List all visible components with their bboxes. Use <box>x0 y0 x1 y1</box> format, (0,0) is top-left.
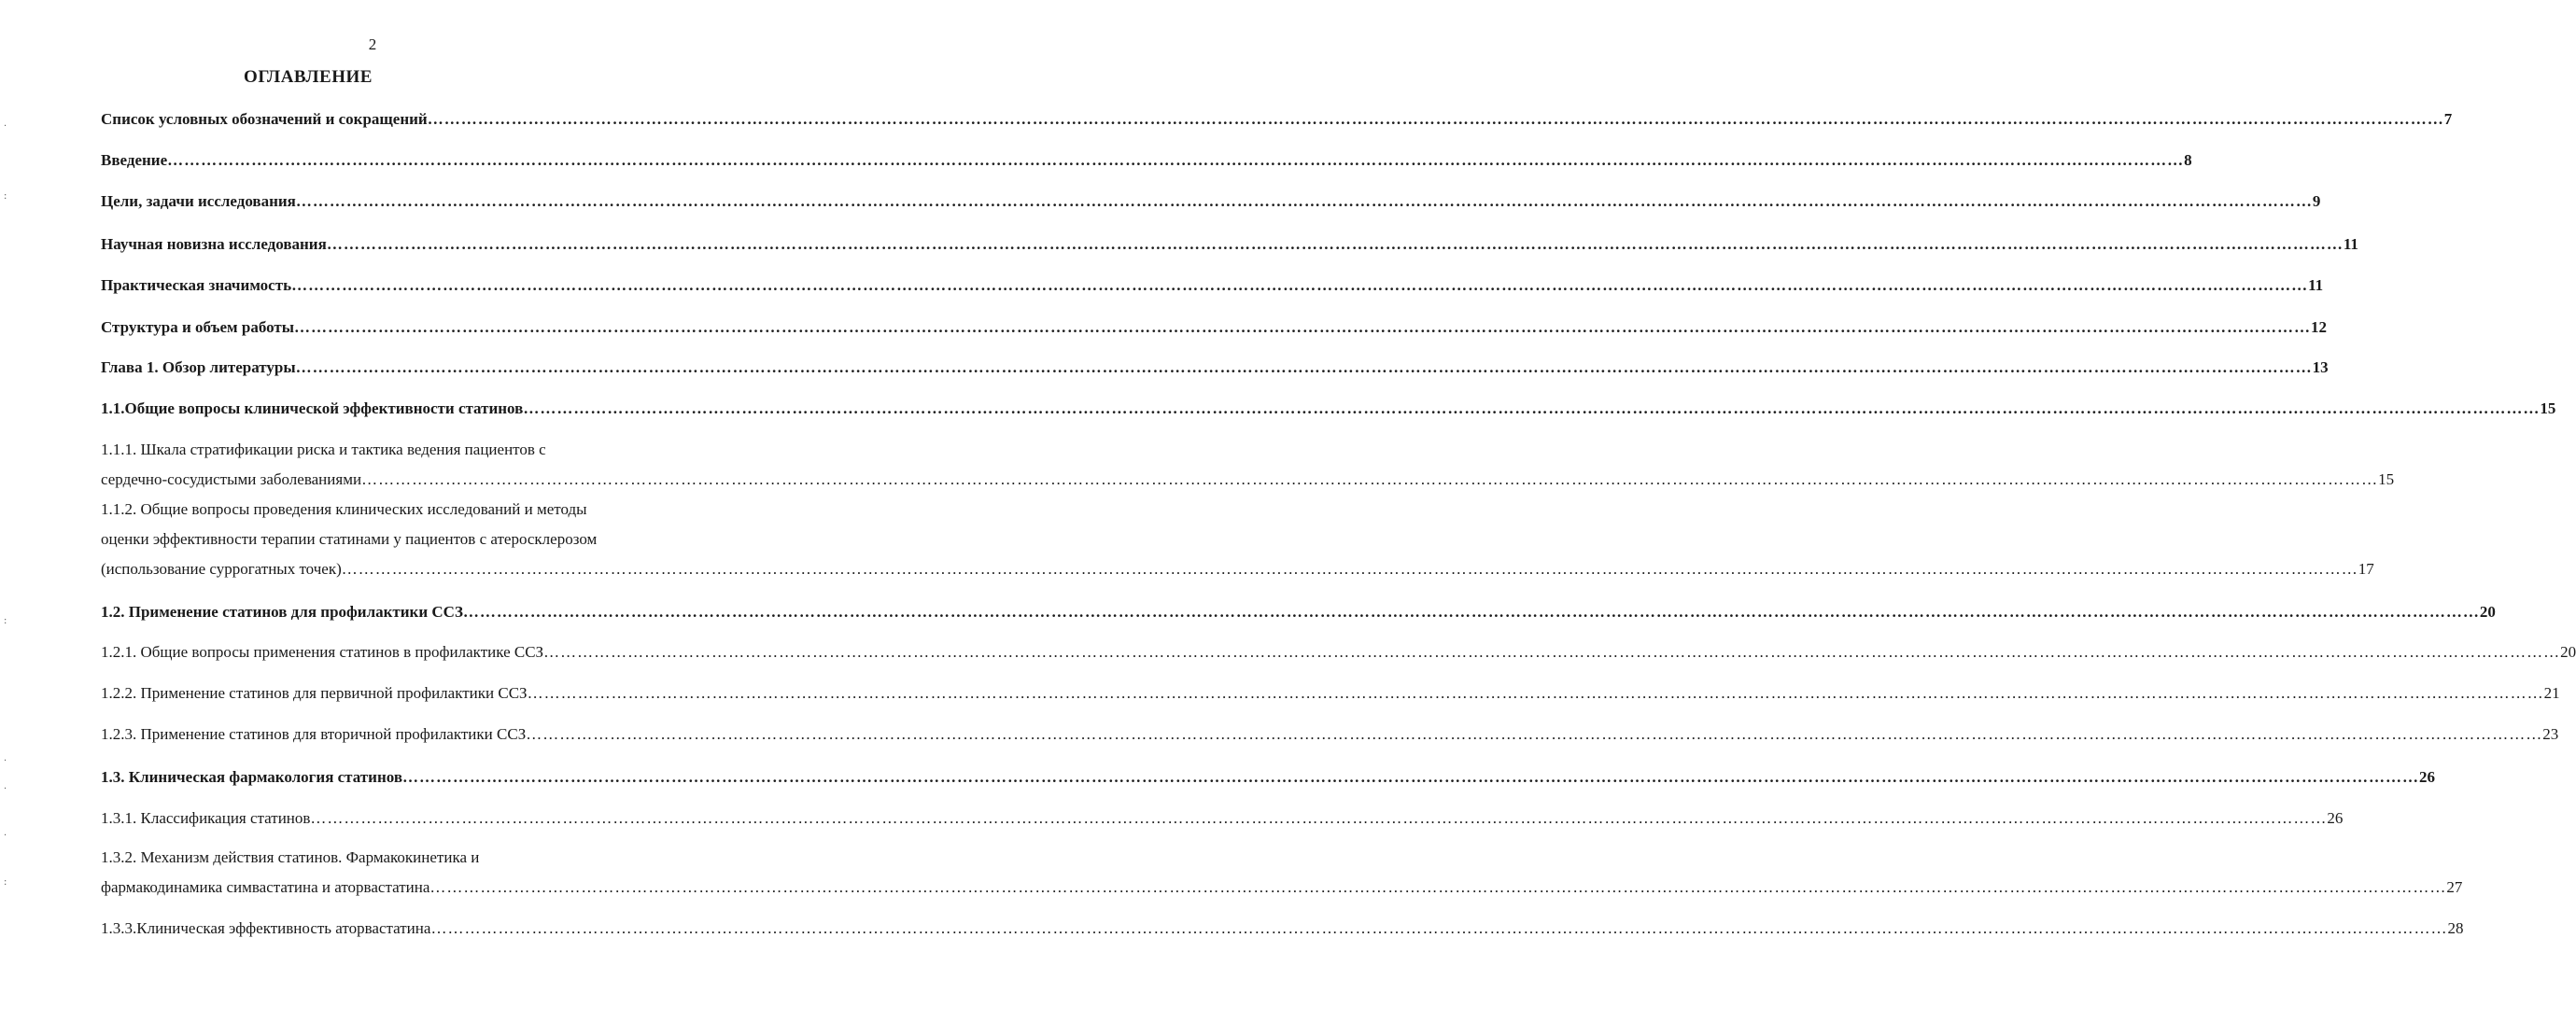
toc-page-number: 13 <box>2312 358 2329 376</box>
toc-entry[interactable] <box>101 151 2192 170</box>
toc-entry-label: фармакодинамика симвастатина и аторвастатина <box>101 878 430 896</box>
scan-speck: · <box>4 121 7 132</box>
toc-page-number: 27 <box>2446 878 2463 896</box>
toc-page-number: 12 <box>2311 318 2328 336</box>
toc-page-number: 23 <box>2542 725 2559 743</box>
toc-leader-dots: ……………………………………………………………………………………………………………………………………………………………………………………………………………………………………………………………………………………………………………………………… <box>310 809 2328 827</box>
toc-leader-dots: ……………………………………………………………………………………………………………………………………………………………………………………………………………………………………………………………………………………………………………………………… <box>543 643 2561 661</box>
toc-leader-dots: ……………………………………………………………………………………………………………………………………………………………………………………………………………………………………………………………………………………………………………………………… <box>462 603 2480 621</box>
toc-entry[interactable] <box>101 235 2358 254</box>
toc-entry-label: 1.3.3.Клиническая эффективность аторвастатина <box>101 919 431 937</box>
toc-entry-label: Научная новизна исследования <box>101 235 327 253</box>
scan-speck: : <box>4 191 7 202</box>
toc-leader-dots: ……………………………………………………………………………………………………………………………………………………………………………………………………………………………………………………………………………………………………………………………… <box>341 560 2358 578</box>
toc-entry[interactable] <box>101 276 2324 295</box>
toc-page-number: 21 <box>2543 684 2560 702</box>
toc-entry[interactable] <box>101 684 2560 703</box>
toc-page-number: 20 <box>2479 603 2496 621</box>
toc-entry-label: Список условных обозначений и сокращений <box>101 110 428 128</box>
toc-entry-label: 1.2.1. Общие вопросы применения статинов в профилактике ССЗ <box>101 643 544 661</box>
toc-entry-line: 1.1.1. Шкала стратификации риска и тактика ведения пациентов с <box>101 441 546 458</box>
toc-entry[interactable] <box>101 809 2344 828</box>
toc-entry[interactable] <box>101 110 2453 129</box>
toc-page-number: 9 <box>2312 192 2321 210</box>
toc-entry-label: 1.2.2. Применение статинов для первичной профилактики ССЗ <box>101 684 528 702</box>
toc-title: ОГЛАВЛЕНИЕ <box>244 67 373 87</box>
toc-leader-dots: ……………………………………………………………………………………………………………………………………………………………………………………………………………………………………………………………………………………………………………………………… <box>429 878 2447 896</box>
toc-page-number: 26 <box>2327 809 2344 827</box>
toc-entry-label: Цели, задачи исследования <box>101 192 296 210</box>
toc-page-number: 8 <box>2184 151 2192 169</box>
toc-entry-label: Глава 1. Обзор литературы <box>101 358 296 376</box>
toc-entry[interactable] <box>101 643 2576 662</box>
toc-entry[interactable] <box>101 192 2321 211</box>
toc-entry[interactable] <box>101 768 2435 787</box>
toc-entry[interactable] <box>101 500 2374 579</box>
toc-leader-dots: ……………………………………………………………………………………………………………………………………………………………………………………………………………………………………………………………………………………………………………………………… <box>526 725 2543 743</box>
toc-leader-dots: ……………………………………………………………………………………………………………………………………………………………………………………………………………………………………………………………………………………………………………………………… <box>402 768 2419 786</box>
toc-page-number: 20 <box>2560 643 2576 661</box>
scan-speck: : <box>4 877 7 888</box>
toc-page-number: 11 <box>2308 276 2324 294</box>
toc-entry-label: сердечно-сосудистыми заболеваниями <box>101 470 362 488</box>
toc-entry[interactable] <box>101 318 2328 337</box>
toc-leader-dots: ……………………………………………………………………………………………………………………………………………………………………………………………………………………………………………………………………………………………………………………………… <box>527 684 2544 702</box>
scan-speck: · <box>4 784 7 794</box>
toc-entry-label: 1.3. Клиническая фармакология статинов <box>101 768 402 786</box>
toc-entry-label: Введение <box>101 151 168 169</box>
toc-entry-line: оценки эффективности терапии статинами у пациентов с атеросклерозом <box>101 530 598 548</box>
toc-entry[interactable] <box>101 441 2395 489</box>
toc-entry-label: 1.2.3. Применение статинов для вторичной профилактики ССЗ <box>101 725 527 743</box>
toc-entry-line: 1.1.2. Общие вопросы проведения клинических исследований и методы <box>101 500 587 518</box>
toc-entry-label: Структура и объем работы <box>101 318 295 336</box>
toc-entry[interactable] <box>101 399 2556 418</box>
toc-leader-dots: ……………………………………………………………………………………………………………………………………………………………………………………………………………………………………………………………………………………………………………………………… <box>295 192 2313 210</box>
toc-leader-dots: ……………………………………………………………………………………………………………………………………………………………………………………………………………………………………………………………………………………………………………………………… <box>167 151 2185 169</box>
toc-entry-label: Практическая значимость <box>101 276 292 294</box>
toc-page-number: 7 <box>2443 110 2453 128</box>
toc-leader-dots: ……………………………………………………………………………………………………………………………………………………………………………………………………………………………………………………………………………………………………………………………… <box>294 318 2312 336</box>
toc-entry[interactable] <box>101 725 2559 744</box>
toc-entry-label: 1.2. Применение статинов для профилактики ССЗ <box>101 603 463 621</box>
toc-leader-dots: ……………………………………………………………………………………………………………………………………………………………………………………………………………………………………………………………………………………………………………………………… <box>291 276 2309 294</box>
toc-page-number: 11 <box>2343 235 2358 253</box>
scan-speck: : <box>4 616 7 626</box>
toc-entry-label: 1.1.Общие вопросы клинической эффективности статинов <box>101 399 524 417</box>
toc-leader-dots: ……………………………………………………………………………………………………………………………………………………………………………………………………………………………………………………………………………………………………………………………… <box>361 470 2379 488</box>
toc-entry-label: 1.3.1. Классификация статинов <box>101 809 311 827</box>
toc-page-number: 15 <box>2540 399 2556 417</box>
toc-entry[interactable] <box>101 848 2463 897</box>
toc-leader-dots: ……………………………………………………………………………………………………………………………………………………………………………………………………………………………………………………………………………………………………………………………… <box>523 399 2541 417</box>
toc-entry[interactable] <box>101 358 2329 377</box>
toc-page-number: 28 <box>2447 919 2464 937</box>
toc-entry[interactable] <box>101 919 2464 938</box>
scan-speck: · <box>4 756 7 766</box>
toc-entry-line: 1.3.2. Механизм действия статинов. Фармакокинетика и <box>101 848 480 866</box>
toc-entry-label: (использование суррогатных точек) <box>101 560 342 578</box>
toc-leader-dots: ……………………………………………………………………………………………………………………………………………………………………………………………………………………………………………………………………………………………………………………………… <box>427 110 2444 128</box>
toc-leader-dots: ……………………………………………………………………………………………………………………………………………………………………………………………………………………………………………………………………………………………………………………………… <box>430 919 2448 937</box>
toc-page-number: 17 <box>2358 560 2374 578</box>
toc-page-number: 15 <box>2378 470 2395 488</box>
toc-entry[interactable] <box>101 603 2496 622</box>
scan-speck: · <box>4 831 7 841</box>
toc-page-number: 26 <box>2419 768 2435 786</box>
page-number: 2 <box>368 35 377 53</box>
toc-leader-dots: ……………………………………………………………………………………………………………………………………………………………………………………………………………………………………………………………………………………………………………………………… <box>295 358 2313 376</box>
toc-leader-dots: ……………………………………………………………………………………………………………………………………………………………………………………………………………………………………………………………………………………………………………………………… <box>326 235 2344 253</box>
